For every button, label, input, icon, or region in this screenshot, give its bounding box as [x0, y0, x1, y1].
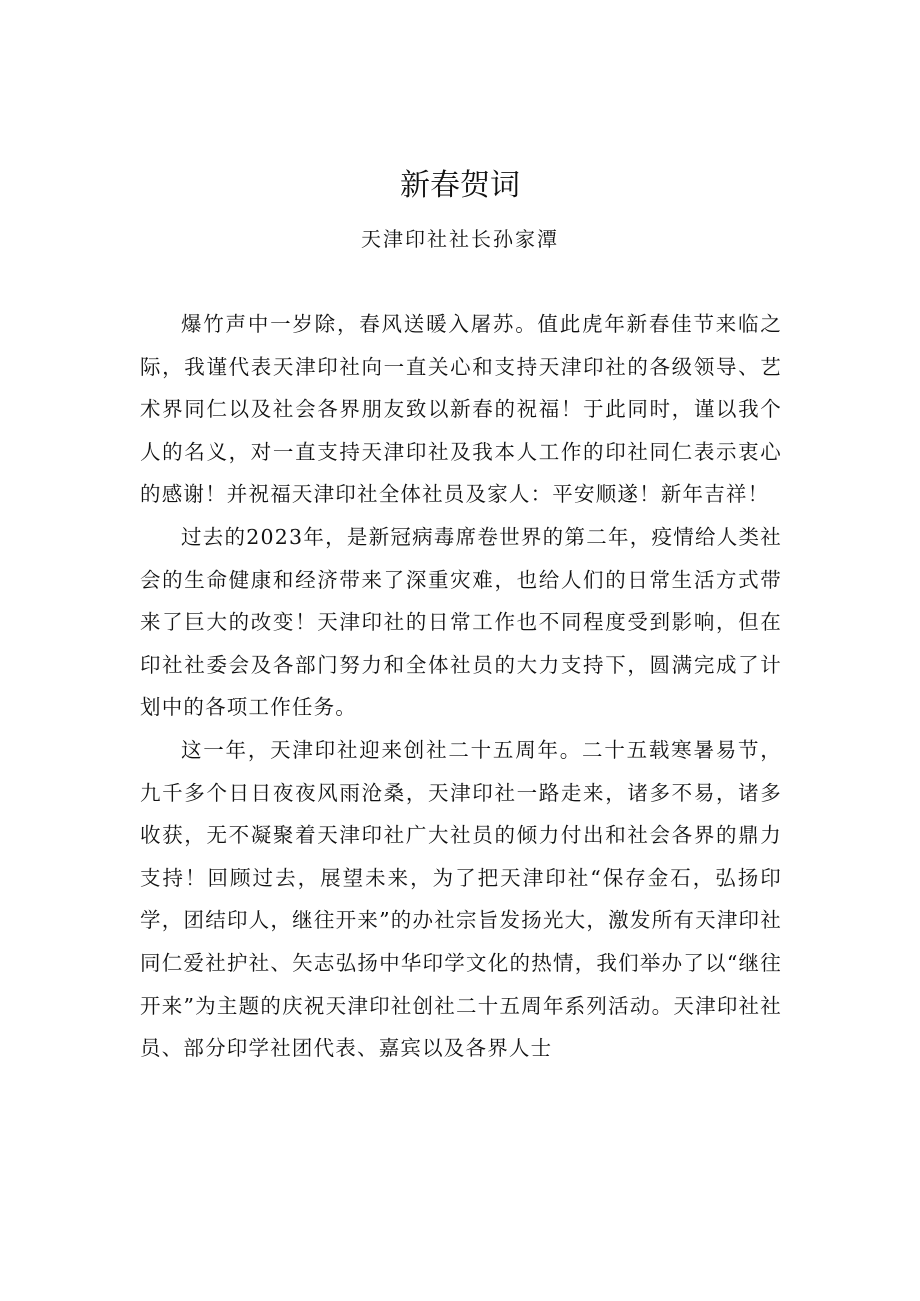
paragraph: 这一年，天津印社迎来创社二十五周年。二十五载寒暑易节，九千多个日日夜夜风雨沧桑，天津印社一路走来，诸多不易，诸多收获，无不凝聚着天津印社广大社员的倾力付出和社会各界的鼎力支持！回顾过去，展望未来，为了把天津印社“保存金石，弘扬印学，团结印人，继往开来”的办社宗旨发扬光大，激发所有天津印社同仁爱社护社、矢志弘扬中华印学文化的热情，我们举办了以“继往开来”为主题的庆祝天津印社创社二十五周年系列活动。天津印社社员、部分印学社团代表、嘉宾以及各界人士	[140, 737, 782, 1061]
document-body	[140, 303, 782, 1070]
paragraph: 爆竹声中一岁除，春风送暖入屠苏。值此虎年新春佳节来临之际，我谨代表天津印社向一直关心和支持天津印社的各级领导、艺术界同仁以及社会各界朋友致以新春的祝福！于此同时，谨以我个人的名义，对一直支持天津印社及我本人工作的印社同仁表示衷心的感谢！并祝福天津印社全体社员及家人：平安顺遂！新年吉祥！	[140, 312, 782, 507]
document-author: 天津印社社长孙家潭	[361, 227, 559, 251]
document-title: 新春贺词	[400, 168, 520, 203]
paragraph: 过去的2023年，是新冠病毒席卷世界的第二年，疫情给人类社会的生命健康和经济带来了深重灾难，也给人们的日常生活方式带来了巨大的改变！天津印社的日常工作也不同程度受到影响，但在印社社委会及各部门努力和全体社员的大力支持下，圆满完成了计划中的各项工作任务。	[140, 524, 782, 720]
